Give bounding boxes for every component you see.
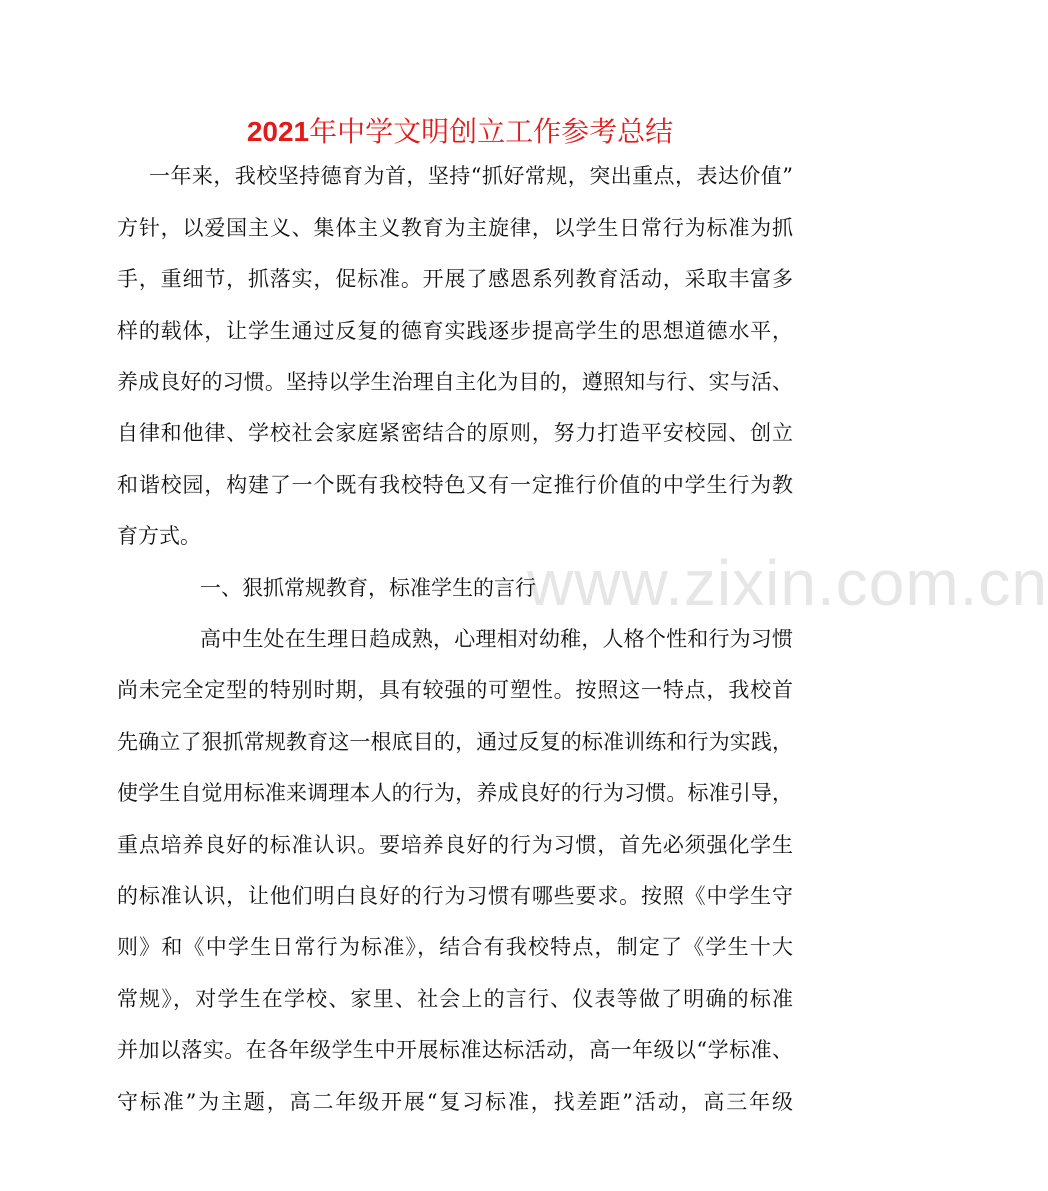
paragraph-line: 养成良好的习惯。坚持以学生治理自主化为目的，遵照知与行、实与活、 — [117, 370, 793, 394]
paragraph-line: 常规》，对学生在学校、家里、社会上的言行、仪表等做了明确的标准 — [117, 987, 793, 1011]
paragraph-line: 自律和他律、学校社会家庭紧密结合的原则，努力打造平安校园、创立 — [117, 421, 793, 445]
title-year: 2021 — [246, 116, 310, 147]
paragraph-line: 一年来，我校坚持德育为首，坚持“抓好常规，突出重点，表达价值” — [149, 164, 793, 188]
paragraph-line: 守标准”为主题，高二年级开展“复习标准，找差距”活动，高三年级 — [117, 1090, 793, 1114]
paragraph-line: 高中生处在生理日趋成熟，心理相对幼稚，人格个性和行为习惯 — [200, 627, 793, 651]
paragraph-line: 使学生自觉用标准来调理本人的行为，养成良好的行为习惯。标准引导， — [117, 781, 793, 805]
watermark: www.zixin.com.cn — [527, 547, 1048, 619]
paragraph-line: 样的载体，让学生通过反复的德育实践逐步提高学生的思想道德水平， — [117, 319, 793, 343]
paragraph-line: 重点培养良好的标准认识。要培养良好的行为习惯，首先必须强化学生 — [117, 833, 793, 857]
paragraph-line: 方针，以爱国主义、集体主义教育为主旋律，以学生日常行为标准为抓 — [117, 216, 793, 240]
title-text: 年中学文明创立工作参考总结 — [309, 115, 674, 148]
paragraph-line: 并加以落实。在各年级学生中开展标准达标活动，高一年级以“学标准、 — [117, 1038, 793, 1062]
paragraph-line: 先确立了狠抓常规教育这一根底目的，通过反复的标准训练和行为实践， — [117, 730, 793, 754]
paragraph-line: 尚未完全定型的特别时期，具有较强的可塑性。按照这一特点，我校首 — [117, 678, 793, 702]
paragraph-line: 和谐校园，构建了一个既有我校特色又有一定推行价值的中学生行为教 — [117, 473, 793, 497]
paragraph-line: 育方式。 — [117, 524, 201, 548]
section-heading: 一、狠抓常规教育，标准学生的言行 — [200, 576, 536, 600]
paragraph-line: 手，重细节，抓落实，促标准。开展了感恩系列教育活动，采取丰富多 — [117, 267, 793, 291]
paragraph-line: 的标准认识，让他们明白良好的行为习惯有哪些要求。按照《中学生守 — [117, 884, 793, 908]
document-title — [0, 112, 920, 152]
paragraph-line: 则》和《中学生日常行为标准》，结合有我校特点，制定了《学生十大 — [117, 935, 793, 959]
